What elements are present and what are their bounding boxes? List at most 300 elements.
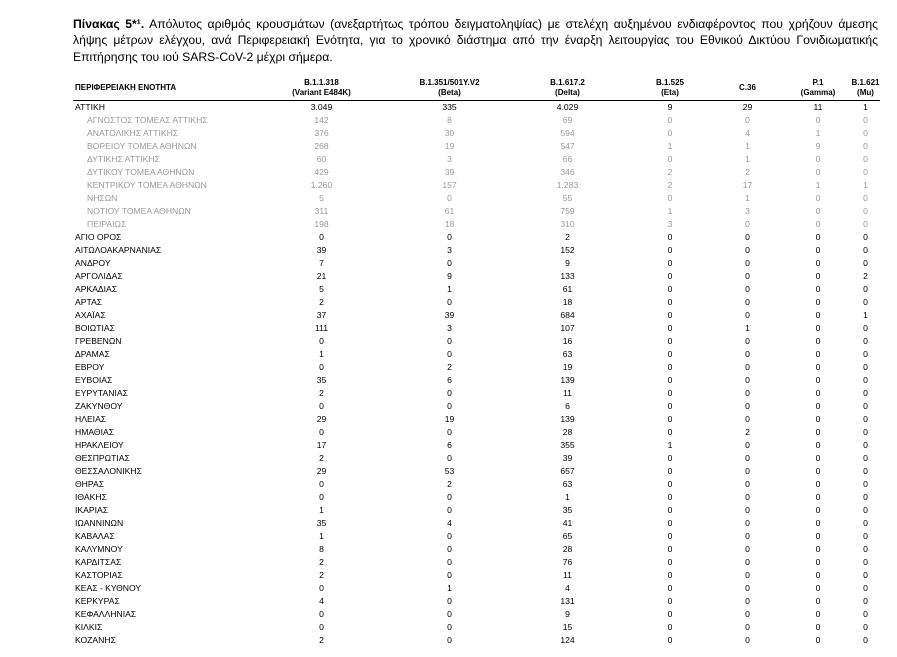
cell-value: 0 xyxy=(745,518,750,528)
cell-value: 111 xyxy=(314,323,329,333)
column-header-line1: B.1.351/501Y.V2 xyxy=(419,78,480,87)
cell-value: 657 xyxy=(560,466,575,476)
table-row xyxy=(73,322,880,335)
cell-value: 0 xyxy=(863,206,868,216)
region-name: ΙΚΑΡΙΑΣ xyxy=(75,505,109,515)
cell-value: 0 xyxy=(447,258,452,268)
cell-value: 107 xyxy=(560,323,575,333)
cell-value: 310 xyxy=(560,219,575,229)
cell-value: 1 xyxy=(319,505,324,515)
cell-value: 0 xyxy=(745,362,750,372)
cell-value: 41 xyxy=(562,518,573,528)
cell-value: 0 xyxy=(815,206,821,216)
cell-value: 0 xyxy=(745,219,750,229)
cell-value: 0 xyxy=(863,557,868,567)
cell-value: 53 xyxy=(444,466,455,476)
column-header-line1: B.1.1.318 xyxy=(304,78,339,87)
cell-value: 0 xyxy=(447,453,452,463)
cell-value: 1 xyxy=(447,583,452,593)
caption-label: Πίνακας 5*¹. xyxy=(73,17,145,31)
cell-value: 0 xyxy=(863,388,868,398)
cell-value: 0 xyxy=(815,258,821,268)
cell-value: 0 xyxy=(815,271,821,281)
region-name: ΘΕΣΠΡΩΤΙΑΣ xyxy=(75,453,130,463)
cell-value: 0 xyxy=(815,388,821,398)
cell-value: 63 xyxy=(562,479,573,489)
cell-value: 4.029 xyxy=(556,102,579,112)
region-name: ΕΒΡΟΥ xyxy=(75,362,105,372)
region-name: ΗΜΑΘΙΑΣ xyxy=(75,427,115,437)
cell-value: 6 xyxy=(565,401,570,411)
cell-value: 4 xyxy=(447,518,452,528)
cell-value: 2 xyxy=(667,180,673,190)
cell-value: 0 xyxy=(745,583,750,593)
cell-value: 133 xyxy=(560,271,575,281)
cell-value: 1 xyxy=(745,141,750,151)
cell-value: 1 xyxy=(319,349,324,359)
cell-value: 0 xyxy=(863,362,868,372)
table-row xyxy=(73,101,880,115)
region-name: ΘΕΣΣΑΛΟΝΙΚΗΣ xyxy=(75,466,142,476)
cell-value: 35 xyxy=(316,518,327,528)
cell-value: 0 xyxy=(447,596,452,606)
cell-value: 0 xyxy=(863,128,868,138)
region-name: ΚΕΑΣ - ΚΥΘΝΟΥ xyxy=(75,583,142,593)
column-header-line2: (Variant E484K) xyxy=(292,88,351,97)
region-name: ΚΑΣΤΟΡΙΑΣ xyxy=(75,570,123,580)
cell-value: 0 xyxy=(815,466,821,476)
cell-value: 0 xyxy=(863,544,868,554)
cell-value: 0 xyxy=(863,570,868,580)
cell-value: 0 xyxy=(667,544,673,554)
cell-value: 3 xyxy=(745,206,750,216)
region-name: ΑΧΑΪΑΣ xyxy=(75,310,106,320)
table-row xyxy=(73,244,880,257)
cell-value: 4 xyxy=(565,583,570,593)
cell-value: 0 xyxy=(815,570,821,580)
cell-value: 21 xyxy=(316,271,327,281)
cell-value: 0 xyxy=(863,375,868,385)
cell-value: 0 xyxy=(863,323,868,333)
table-row xyxy=(73,556,880,569)
cell-value: 0 xyxy=(815,505,821,515)
table-row xyxy=(73,127,880,140)
cell-value: 0 xyxy=(863,193,868,203)
cell-value: 0 xyxy=(863,349,868,359)
table-row xyxy=(73,257,880,270)
cell-value: 0 xyxy=(863,453,868,463)
cell-value: 0 xyxy=(815,115,821,125)
cell-value: 0 xyxy=(667,492,673,502)
cell-value: 1 xyxy=(863,310,868,320)
cell-value: 2 xyxy=(447,362,452,372)
cell-value: 1 xyxy=(667,440,673,450)
cell-value: 0 xyxy=(667,531,673,541)
region-name: ΒΟΡΕΙΟΥ ΤΟΜΕΑ ΑΘΗΝΩΝ xyxy=(87,141,197,151)
column-header-variant xyxy=(851,76,880,101)
cell-value: 0 xyxy=(447,193,452,203)
region-name: ΓΡΕΒΕΝΩΝ xyxy=(75,336,122,346)
cell-value: 0 xyxy=(863,167,868,177)
cell-value: 2 xyxy=(745,427,750,437)
table-row xyxy=(73,491,880,504)
cell-value: 28 xyxy=(562,544,573,554)
table-row xyxy=(73,218,880,231)
cell-value: 0 xyxy=(863,492,868,502)
cell-value: 39 xyxy=(444,167,455,177)
cell-value: 0 xyxy=(863,622,868,632)
cell-value: 3 xyxy=(447,245,452,255)
cell-value: 0 xyxy=(667,583,673,593)
cell-value: 0 xyxy=(863,115,868,125)
cell-value: 0 xyxy=(667,362,673,372)
cell-value: 0 xyxy=(863,466,868,476)
region-name: ΠΕΙΡΑΙΩΣ xyxy=(87,219,127,229)
cell-value: 0 xyxy=(447,401,452,411)
region-name: ΚΙΛΚΙΣ xyxy=(75,622,103,632)
cell-value: 66 xyxy=(562,154,573,164)
cell-value: 0 xyxy=(667,635,673,645)
table-row xyxy=(73,621,880,634)
cell-value: 0 xyxy=(815,635,821,645)
cell-value: 19 xyxy=(444,414,455,424)
cell-value: 0 xyxy=(319,362,324,372)
cell-value: 0 xyxy=(745,596,750,606)
column-header-variant xyxy=(630,76,710,101)
cell-value: 18 xyxy=(562,297,573,307)
region-name: ΗΡΑΚΛΕΙΟΥ xyxy=(75,440,124,450)
cell-value: 0 xyxy=(667,349,673,359)
cell-value: 0 xyxy=(447,427,452,437)
region-name: ΚΕΝΤΡΙΚΟΥ ΤΟΜΕΑ ΑΘΗΝΩΝ xyxy=(87,180,207,190)
region-name: ΚΕΡΚΥΡΑΣ xyxy=(75,596,120,606)
cell-value: 355 xyxy=(560,440,575,450)
cell-value: 2 xyxy=(319,388,324,398)
cell-value: 0 xyxy=(745,375,750,385)
cell-value: 0 xyxy=(815,557,821,567)
cell-value: 19 xyxy=(444,141,455,151)
cell-value: 0 xyxy=(745,336,750,346)
cell-value: 0 xyxy=(447,505,452,515)
cell-value: 547 xyxy=(560,141,575,151)
cell-value: 0 xyxy=(863,427,868,437)
variants-table xyxy=(73,76,880,647)
table-row xyxy=(73,296,880,309)
table-row xyxy=(73,309,880,322)
cell-value: 9 xyxy=(667,102,673,112)
cell-value: 0 xyxy=(745,388,750,398)
cell-value: 0 xyxy=(815,531,821,541)
cell-value: 311 xyxy=(314,206,329,216)
cell-value: 0 xyxy=(319,622,324,632)
cell-value: 17 xyxy=(316,440,327,450)
cell-value: 60 xyxy=(316,154,327,164)
column-header-line2: (Gamma) xyxy=(800,88,836,97)
region-name: ΕΥΡΥΤΑΝΙΑΣ xyxy=(75,388,128,398)
region-name: ΚΟΖΑΝΗΣ xyxy=(75,635,116,645)
cell-value: 0 xyxy=(667,557,673,567)
cell-value: 76 xyxy=(562,557,573,567)
column-header-line1: B.1.617.2 xyxy=(550,78,585,87)
table-row xyxy=(73,179,880,192)
cell-value: 684 xyxy=(560,310,575,320)
table-row xyxy=(73,205,880,218)
column-header-line2: (Delta) xyxy=(555,88,580,97)
cell-value: 9 xyxy=(565,258,570,268)
cell-value: 0 xyxy=(863,258,868,268)
cell-value: 0 xyxy=(447,557,452,567)
table-row xyxy=(73,270,880,283)
column-header-variant xyxy=(249,76,394,101)
cell-value: 0 xyxy=(667,336,673,346)
cell-value: 0 xyxy=(815,479,821,489)
table-header xyxy=(73,76,880,101)
column-header-variant xyxy=(785,76,851,101)
cell-value: 9 xyxy=(565,609,570,619)
table-row xyxy=(73,348,880,361)
cell-value: 0 xyxy=(447,622,452,632)
cell-value: 11 xyxy=(813,102,823,112)
cell-value: 0 xyxy=(667,466,673,476)
region-name: ΝΟΤΙΟΥ ΤΟΜΕΑ ΑΘΗΝΩΝ xyxy=(87,206,191,216)
table-row xyxy=(73,374,880,387)
cell-value: 0 xyxy=(863,609,868,619)
column-header-line2: (Mu) xyxy=(857,88,874,97)
table-row xyxy=(73,543,880,556)
table-row xyxy=(73,114,880,127)
cell-value: 8 xyxy=(319,544,324,554)
cell-value: 29 xyxy=(316,414,327,424)
region-name: ΔΥΤΙΚΗΣ ΑΤΤΙΚΗΣ xyxy=(87,154,160,164)
cell-value: 0 xyxy=(319,336,324,346)
cell-value: 35 xyxy=(562,505,573,515)
table-row xyxy=(73,192,880,205)
cell-value: 131 xyxy=(560,596,575,606)
cell-value: 759 xyxy=(560,206,575,216)
region-name: ΑΤΤΙΚΗ xyxy=(75,102,105,112)
cell-value: 0 xyxy=(667,427,673,437)
cell-value: 0 xyxy=(745,492,750,502)
region-name: ΘΗΡΑΣ xyxy=(75,479,105,489)
cell-value: 0 xyxy=(745,284,750,294)
cell-value: 0 xyxy=(745,310,750,320)
cell-value: 0 xyxy=(815,622,821,632)
cell-value: 0 xyxy=(745,258,750,268)
table-row xyxy=(73,582,880,595)
cell-value: 0 xyxy=(667,284,673,294)
cell-value: 0 xyxy=(667,570,673,580)
table-row xyxy=(73,140,880,153)
cell-value: 0 xyxy=(815,297,821,307)
table-row xyxy=(73,166,880,179)
cell-value: 35 xyxy=(316,375,327,385)
cell-value: 0 xyxy=(745,115,750,125)
cell-value: 0 xyxy=(863,219,868,229)
cell-value: 0 xyxy=(745,349,750,359)
cell-value: 0 xyxy=(447,388,452,398)
cell-value: 198 xyxy=(314,219,329,229)
cell-value: 0 xyxy=(667,609,673,619)
cell-value: 0 xyxy=(447,531,452,541)
cell-value: 0 xyxy=(815,492,821,502)
cell-value: 0 xyxy=(863,635,868,645)
cell-value: 2 xyxy=(863,271,868,281)
cell-value: 19 xyxy=(562,362,573,372)
cell-value: 15 xyxy=(562,622,573,632)
cell-value: 1 xyxy=(745,154,750,164)
cell-value: 335 xyxy=(442,102,457,112)
cell-value: 3 xyxy=(447,154,452,164)
cell-value: 9 xyxy=(815,141,821,151)
cell-value: 39 xyxy=(562,453,573,463)
cell-value: 16 xyxy=(562,336,573,346)
cell-value: 1.283 xyxy=(556,180,579,190)
table-row xyxy=(73,426,880,439)
cell-value: 18 xyxy=(444,219,455,229)
region-name: ΑΝΔΡΟΥ xyxy=(75,258,111,268)
column-header-line1: B.1.525 xyxy=(655,78,685,87)
column-header-line1: P.1 xyxy=(812,78,824,87)
cell-value: 0 xyxy=(863,479,868,489)
table-row xyxy=(73,335,880,348)
cell-value: 1 xyxy=(319,531,324,541)
region-name: ΙΘΑΚΗΣ xyxy=(75,492,107,502)
cell-value: 0 xyxy=(745,453,750,463)
cell-value: 0 xyxy=(667,232,673,242)
cell-value: 0 xyxy=(815,284,821,294)
cell-value: 0 xyxy=(815,219,821,229)
cell-value: 0 xyxy=(815,310,821,320)
cell-value: 0 xyxy=(745,570,750,580)
cell-value: 0 xyxy=(815,414,821,424)
table-row xyxy=(73,231,880,244)
cell-value: 0 xyxy=(667,323,673,333)
cell-value: 0 xyxy=(863,583,868,593)
cell-value: 5 xyxy=(319,284,324,294)
cell-value: 37 xyxy=(316,310,327,320)
cell-value: 1 xyxy=(667,141,673,151)
cell-value: 0 xyxy=(863,518,868,528)
cell-value: 1 xyxy=(565,492,570,502)
cell-value: 6 xyxy=(447,375,452,385)
cell-value: 142 xyxy=(314,115,329,125)
table-row xyxy=(73,517,880,530)
cell-value: 0 xyxy=(815,544,821,554)
cell-value: 0 xyxy=(745,557,750,567)
cell-value: 0 xyxy=(447,297,452,307)
cell-value: 11 xyxy=(563,388,572,398)
cell-value: 61 xyxy=(562,284,573,294)
cell-value: 0 xyxy=(667,271,673,281)
region-name: ΚΑΒΑΛΑΣ xyxy=(75,531,115,541)
cell-value: 0 xyxy=(667,310,673,320)
cell-value: 11 xyxy=(563,570,572,580)
cell-value: 69 xyxy=(562,115,573,125)
cell-value: 1 xyxy=(447,284,452,294)
cell-value: 0 xyxy=(667,401,673,411)
cell-value: 29 xyxy=(742,102,753,112)
cell-value: 0 xyxy=(745,609,750,619)
table-row xyxy=(73,478,880,491)
cell-value: 0 xyxy=(815,245,821,255)
cell-value: 0 xyxy=(745,245,750,255)
table-row xyxy=(73,387,880,400)
cell-value: 55 xyxy=(562,193,573,203)
cell-value: 2 xyxy=(447,479,452,489)
table-row xyxy=(73,452,880,465)
cell-value: 1 xyxy=(745,193,750,203)
cell-value: 1.260 xyxy=(310,180,333,190)
cell-value: 0 xyxy=(447,570,452,580)
cell-value: 0 xyxy=(745,232,750,242)
cell-value: 0 xyxy=(319,427,324,437)
cell-value: 0 xyxy=(667,453,673,463)
region-name: ΙΩΑΝΝΙΝΩΝ xyxy=(75,518,124,528)
cell-value: 17 xyxy=(742,180,753,190)
cell-value: 1 xyxy=(815,128,821,138)
cell-value: 0 xyxy=(745,466,750,476)
cell-value: 0 xyxy=(447,349,452,359)
cell-value: 0 xyxy=(667,622,673,632)
region-name: ΝΗΣΩΝ xyxy=(87,193,118,203)
cell-value: 0 xyxy=(815,154,821,164)
cell-value: 39 xyxy=(316,245,327,255)
column-header-line1: B.1.621 xyxy=(851,78,880,87)
region-name: ΑΡΓΟΛΙΔΑΣ xyxy=(75,271,123,281)
cell-value: 0 xyxy=(815,362,821,372)
table-row xyxy=(73,283,880,296)
cell-value: 3 xyxy=(447,323,452,333)
cell-value: 1 xyxy=(745,323,750,333)
cell-value: 0 xyxy=(319,479,324,489)
cell-value: 0 xyxy=(447,635,452,645)
cell-value: 0 xyxy=(667,128,673,138)
table-row xyxy=(73,595,880,608)
cell-value: 0 xyxy=(745,271,750,281)
cell-value: 0 xyxy=(319,492,324,502)
region-name: ΑΓΙΟ ΟΡΟΣ xyxy=(75,232,122,242)
table-row xyxy=(73,400,880,413)
cell-value: 28 xyxy=(562,427,573,437)
caption-text: Απόλυτος αριθμός κρουσμάτων (ανεξαρτήτως τρόπου δειγματοληψίας) με στελέχη αυξημένου ενδιαφέροντος που χρήζουν άμεσης λήψης μέτρων ελέγχου, ανά Περιφερειακή Ενότητα, για το χρονικό διάστημα από την έναρξη λειτουργίας του Εθνικού Δικτύου Γονιδιωματικής Επιτήρησης του ιού SARS-CoV-2 μέχρι σήμερα. xyxy=(73,17,879,64)
cell-value: 124 xyxy=(560,635,575,645)
cell-value: 139 xyxy=(560,375,575,385)
table-row xyxy=(73,153,880,166)
cell-value: 0 xyxy=(815,401,821,411)
region-name: ΑΡΤΑΣ xyxy=(75,297,103,307)
cell-value: 0 xyxy=(863,232,868,242)
cell-value: 0 xyxy=(815,518,821,528)
region-name: ΑΓΝΩΣΤΟΣ ΤΟΜΕΑΣ ΑΤΤΙΚΗΣ xyxy=(87,115,208,125)
region-name: ΑΝΑΤΟΛΙΚΗΣ ΑΤΤΙΚΗΣ xyxy=(87,128,179,138)
cell-value: 0 xyxy=(745,544,750,554)
cell-value: 268 xyxy=(314,141,329,151)
region-name: ΒΟΙΩΤΙΑΣ xyxy=(75,323,115,333)
cell-value: 4 xyxy=(319,596,324,606)
cell-value: 2 xyxy=(319,453,324,463)
cell-value: 29 xyxy=(316,466,327,476)
table-body xyxy=(73,101,880,648)
table-row xyxy=(73,504,880,517)
cell-value: 0 xyxy=(667,414,673,424)
cell-value: 0 xyxy=(447,609,452,619)
table-row xyxy=(73,608,880,621)
cell-value: 0 xyxy=(667,375,673,385)
cell-value: 2 xyxy=(319,570,324,580)
cell-value: 0 xyxy=(815,596,821,606)
cell-value: 0 xyxy=(815,583,821,593)
cell-value: 2 xyxy=(319,557,324,567)
